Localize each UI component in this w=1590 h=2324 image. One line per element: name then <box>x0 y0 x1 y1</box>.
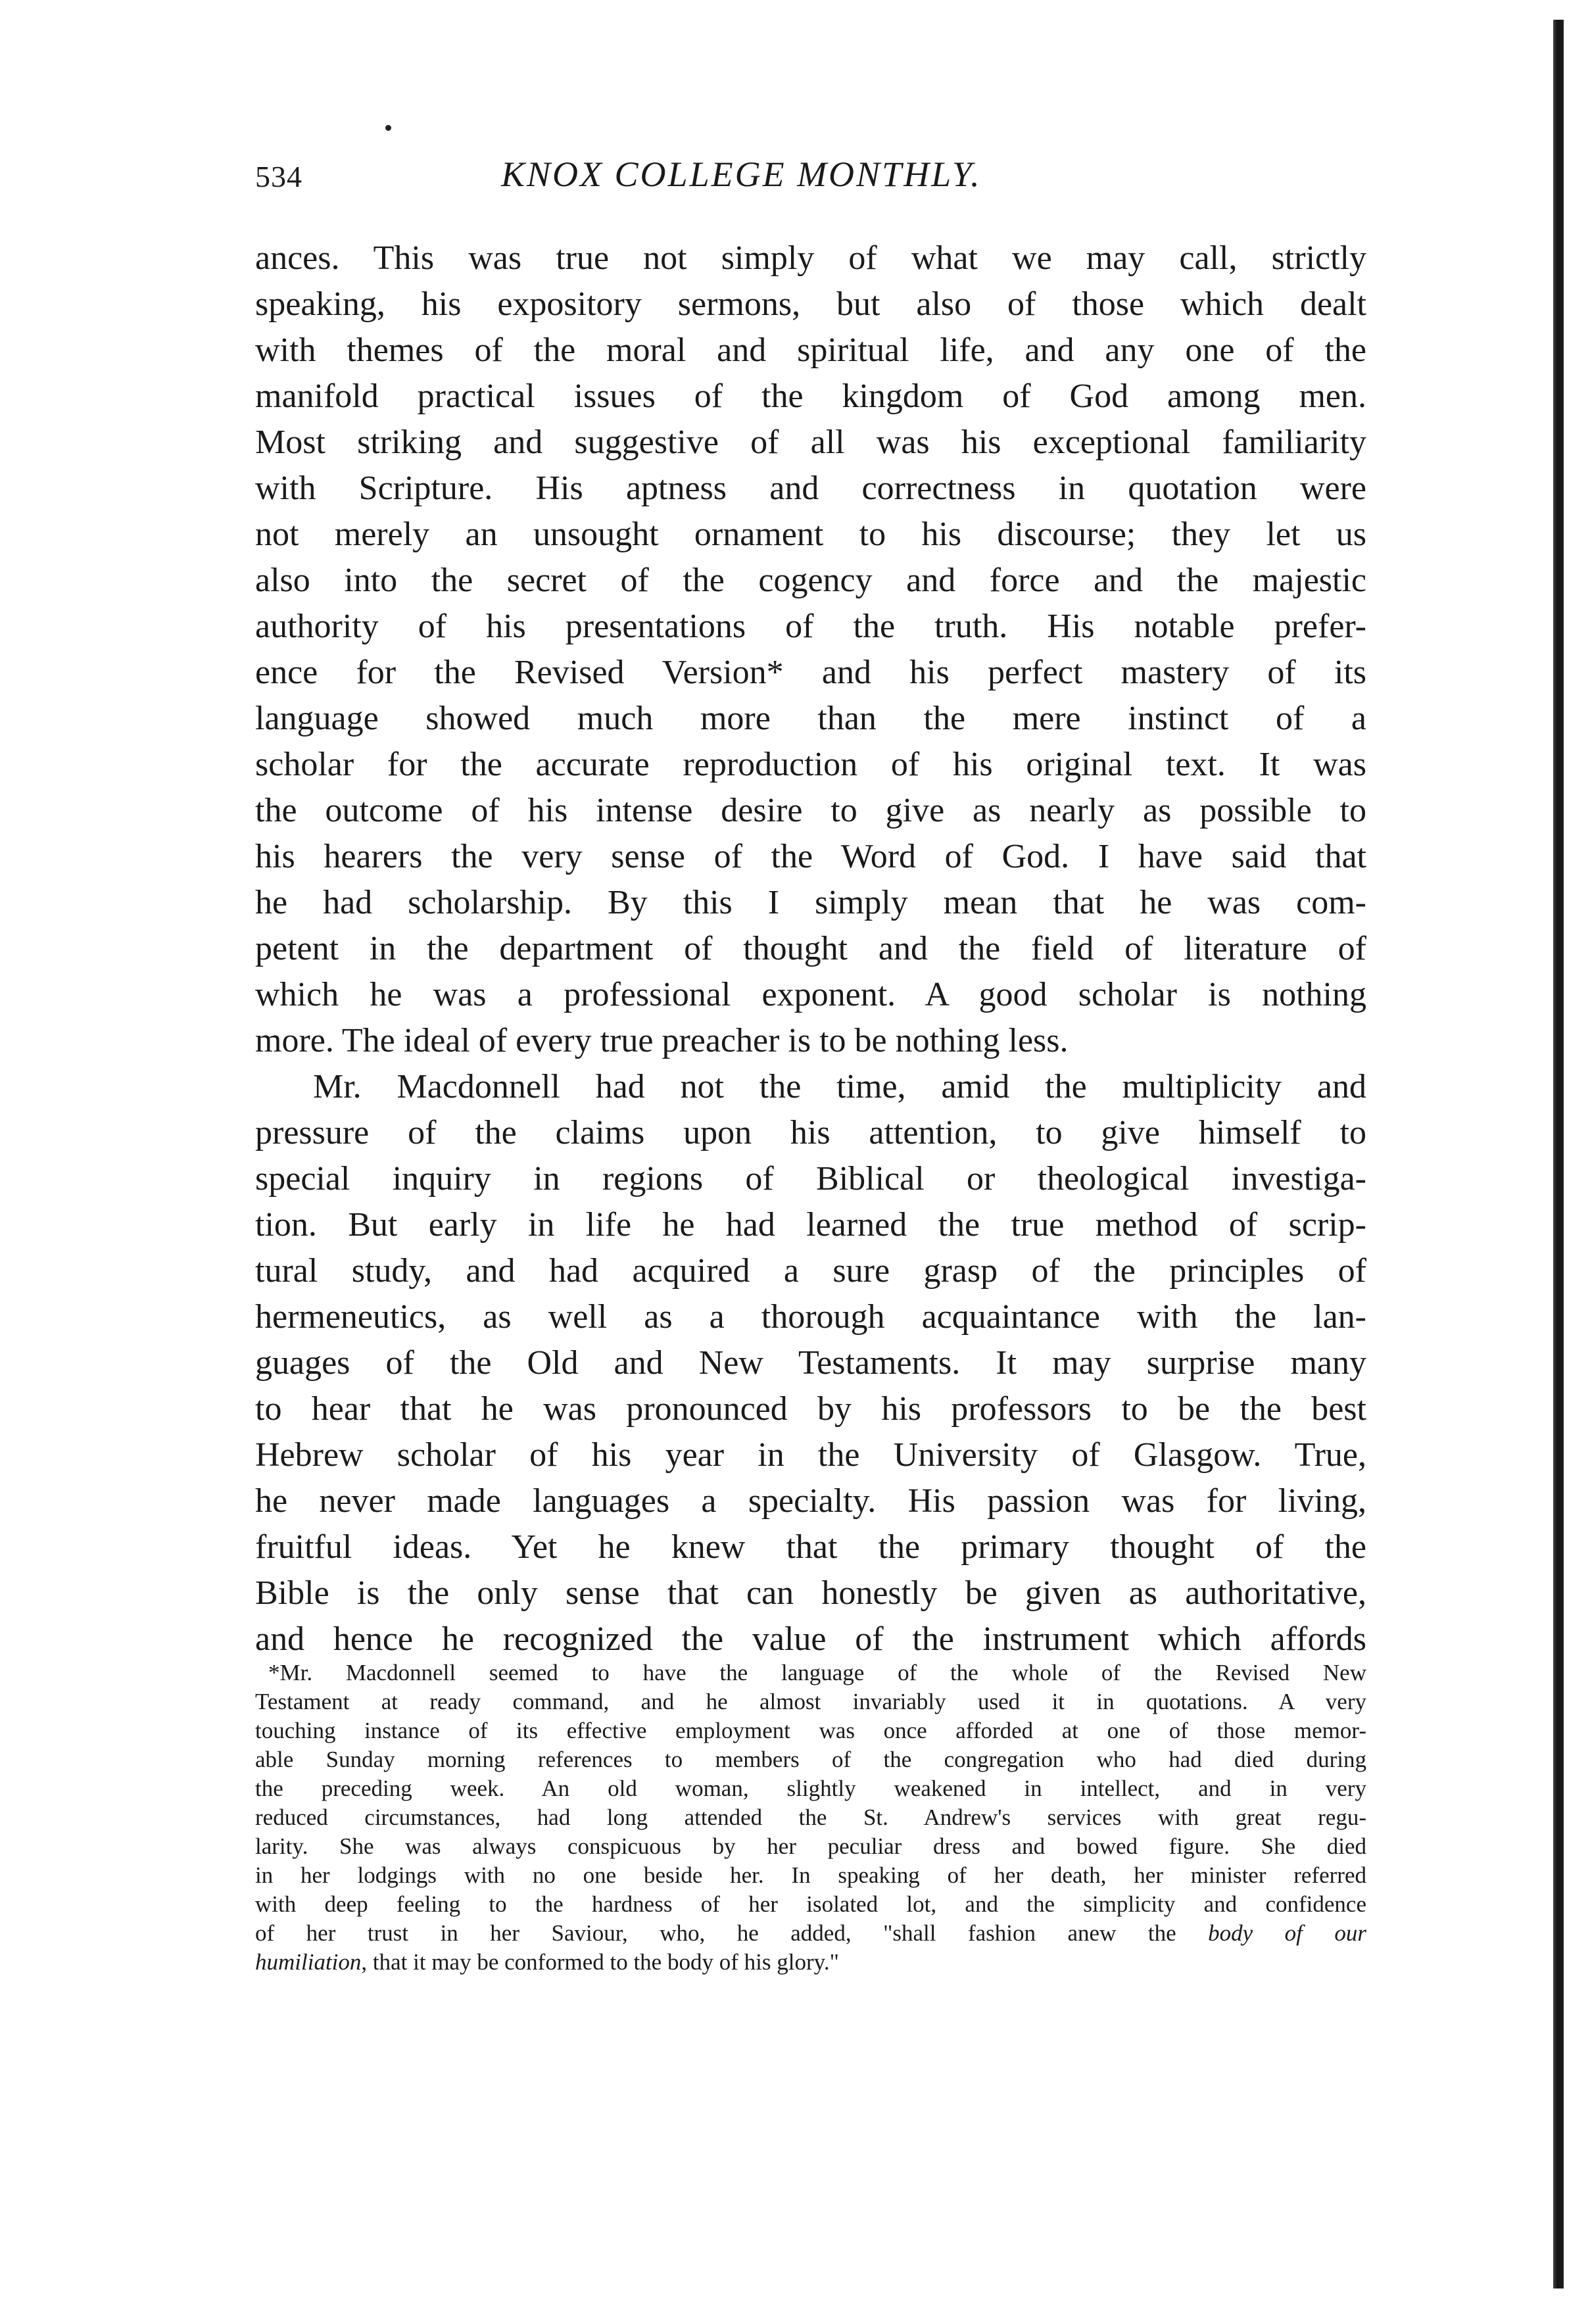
body-line: language showed much more than the mere instinct of a <box>255 700 1366 737</box>
footnote-emphasis: humiliation <box>255 1949 362 1975</box>
body-line: hermeneutics, as well as a thorough acquaintance with the lan- <box>255 1298 1366 1336</box>
body-line: special inquiry in regions of Biblical or theological investiga- <box>255 1160 1366 1198</box>
page-number: 534 <box>255 160 302 193</box>
body-line: scholar for the accurate reproduction of his original text. It was <box>255 746 1366 783</box>
footnote-line: the preceding week. An old woman, slightly weakened in intellect, and in very <box>255 1776 1366 1801</box>
body-line: which he was a professional exponent. A good scholar is nothing <box>255 976 1366 1013</box>
body-line: with Scripture. His aptness and correctness in quotation were <box>255 470 1366 507</box>
footnote-line <box>255 1948 1366 1977</box>
body-line: to hear that he was pronounced by his professors to be the best <box>255 1390 1366 1428</box>
running-title: KNOX COLLEGE MONTHLY. <box>501 155 982 194</box>
body-line: authority of his presentations of the truth. His notable prefer- <box>255 608 1366 645</box>
body-line: Hebrew scholar of his year in the University of Glasgow. True, <box>255 1436 1366 1474</box>
footnote-line <box>255 1919 1366 1948</box>
ink-speck <box>385 125 391 131</box>
footnote-line: Testament at ready command, and he almost invariably used it in quotations. A very <box>255 1689 1366 1714</box>
body-line: tion. But early in life he had learned the true method of scrip- <box>255 1206 1366 1244</box>
footnote-line: touching instance of its effective employment was once afforded at one of those memor- <box>255 1718 1366 1743</box>
footnote-emphasis: body of our <box>1208 1920 1366 1946</box>
body-line: not merely an unsought ornament to his discourse; they let us <box>255 516 1366 553</box>
page-header <box>255 154 1373 206</box>
body-line: and hence he recognized the value of the instrument which affords <box>255 1620 1366 1658</box>
body-line: also into the secret of the cogency and force and the majestic <box>255 562 1366 599</box>
page-edge-shadow <box>1553 20 1564 2288</box>
body-line: tural study, and had acquired a sure grasp of the principles of <box>255 1252 1366 1290</box>
footnote-line: in her lodgings with no one beside her. In speaking of her death, her minister referred <box>255 1862 1366 1888</box>
footnote-line: able Sunday morning references to members of the congregation who had died during <box>255 1747 1366 1772</box>
body-line: petent in the department of thought and the field of literature of <box>255 930 1366 967</box>
body-line: he had scholarship. By this I simply mean that he was com- <box>255 884 1366 921</box>
body-line: guages of the Old and New Testaments. It may surprise many <box>255 1344 1366 1382</box>
body-line: with themes of the moral and spiritual life, and any one of the <box>255 331 1366 369</box>
footnote-line: reduced circumstances, had long attended the St. Andrew's services with great regu- <box>255 1804 1366 1830</box>
body-line: speaking, his expository sermons, but also of those which dealt <box>255 285 1366 323</box>
body-line: ances. This was true not simply of what we may call, strictly <box>255 239 1366 277</box>
footnote-line-text: , that it may be conformed to the body of his glory." <box>361 1949 839 1975</box>
body-line: more. The ideal of every true preacher is to be nothing less. <box>255 1022 1069 1059</box>
body-line: his hearers the very sense of the Word of God. I have said that <box>255 838 1366 875</box>
body-line: pressure of the claims upon his attention, to give himself to <box>255 1114 1366 1151</box>
footnote-line: larity. She was always conspicuous by her peculiar dress and bowed figure. She died <box>255 1833 1366 1859</box>
body-line: Bible is the only sense that can honestly be given as authoritative, <box>255 1574 1366 1612</box>
body-line: he never made languages a specialty. His passion was for living, <box>255 1482 1366 1520</box>
footnote-line-text: of her trust in her Saviour, who, he added, "shall fashion anew the <box>255 1920 1209 1946</box>
footnote-line: *Mr. Macdonnell seemed to have the language of the whole of the Revised New <box>268 1660 1366 1685</box>
body-line: ence for the Revised Version* and his perfect mastery of its <box>255 654 1366 691</box>
footnote <box>255 1658 1366 1977</box>
body-line: the outcome of his intense desire to give as nearly as possible to <box>255 792 1366 829</box>
paragraph-start-line: Mr. Macdonnell had not the time, amid the multiplicity and <box>313 1068 1366 1105</box>
body-line: fruitful ideas. Yet he knew that the primary thought of the <box>255 1528 1366 1566</box>
body-text <box>255 235 1366 1662</box>
body-line: Most striking and suggestive of all was his exceptional familiarity <box>255 424 1366 461</box>
footnote-line: with deep feeling to the hardness of her isolated lot, and the simplicity and confidence <box>255 1891 1366 1917</box>
body-line: manifold practical issues of the kingdom of God among men. <box>255 377 1366 415</box>
